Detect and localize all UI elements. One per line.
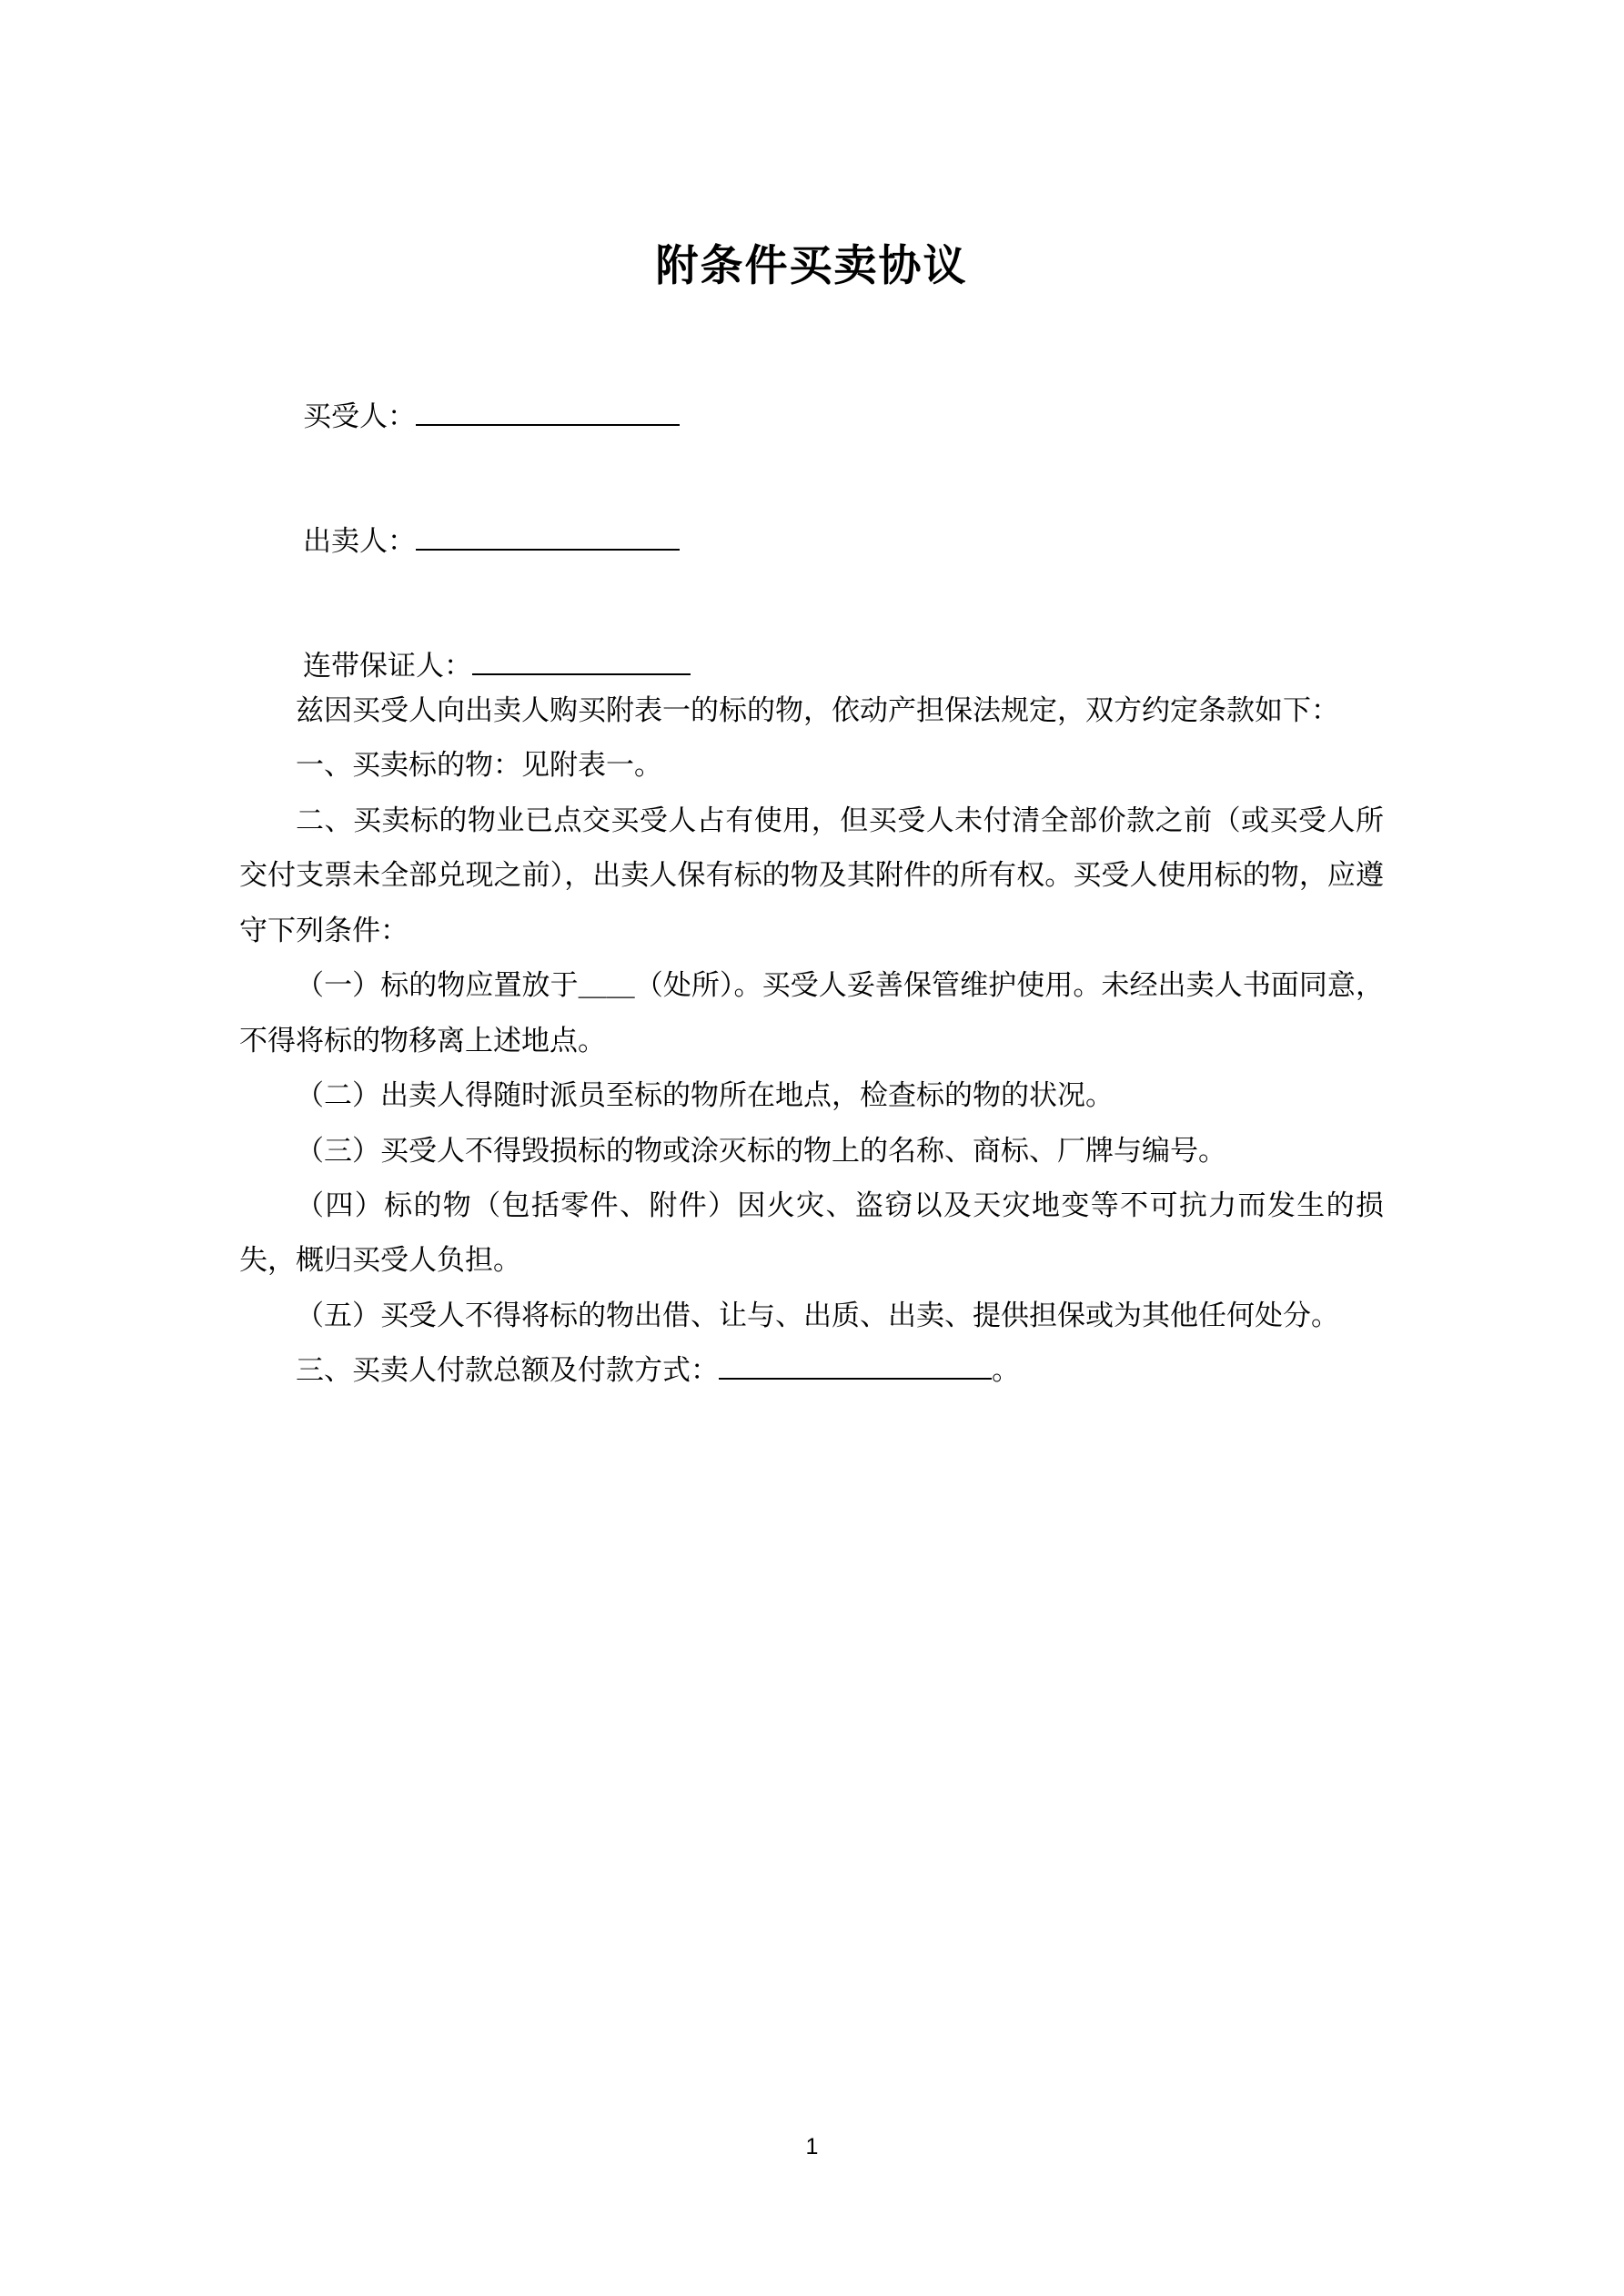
payment-amount-input[interactable]	[719, 1378, 992, 1380]
clause-2-item-5: （五）买受人不得将标的物出借、让与、出质、出卖、提供担保或为其他任何处分。	[296, 1299, 1339, 1331]
party-guarantor-line	[239, 559, 1384, 683]
page-title: 附条件买卖协议	[655, 241, 968, 289]
document-body	[239, 0, 1384, 1399]
clause-2-item-2: （二）出卖人得随时派员至标的物所在地点，检查标的物的状况。	[296, 1079, 1114, 1112]
party-seller-input[interactable]	[416, 549, 680, 551]
clause-3-suffix: 。	[992, 1354, 1020, 1387]
clause-2-item-3: （三）买受人不得毁损标的物或涂灭标的物上的名称、商标、厂牌与编号。	[296, 1134, 1226, 1167]
party-buyer-line	[239, 293, 1384, 434]
party-guarantor-input[interactable]	[472, 673, 691, 675]
party-buyer-input[interactable]	[416, 424, 680, 426]
party-guarantor-label: 连带保证人：	[303, 650, 472, 682]
page-number: 1	[805, 2134, 819, 2159]
preamble-paragraph: 兹因买受人向出卖人购买附表一的标的物，依动产担保法规定，双方约定条款如下：	[296, 694, 1339, 726]
clause-2-item-1: （一）标的物应置放于＿＿（处所）。买受人妥善保管维护使用。未经出卖人书面同意，不得将标的物移离上述地点。	[239, 969, 1384, 1057]
clause-3	[239, 1343, 1384, 1398]
clause-2: 二、买卖标的物业已点交买受人占有使用，但买受人未付清全部价款之前（或买受人所交付支票未全部兑现之前），出卖人保有标的物及其附件的所有权。买受人使用标的物，应遵守下列条件：	[239, 804, 1384, 946]
party-buyer-label: 买受人：	[303, 400, 416, 432]
clause-3-prefix: 三、买卖人付款总额及付款方式：	[296, 1354, 719, 1387]
party-seller-line	[239, 434, 1384, 559]
clause-2-item-4: （四）标的物（包括零件、附件）因火灾、盗窃以及天灾地变等不可抗力而发生的损失，概归买受人负担。	[239, 1188, 1384, 1277]
clause-1: 一、买卖标的物：见附表一。	[296, 749, 662, 782]
party-seller-label: 出卖人：	[303, 525, 416, 557]
